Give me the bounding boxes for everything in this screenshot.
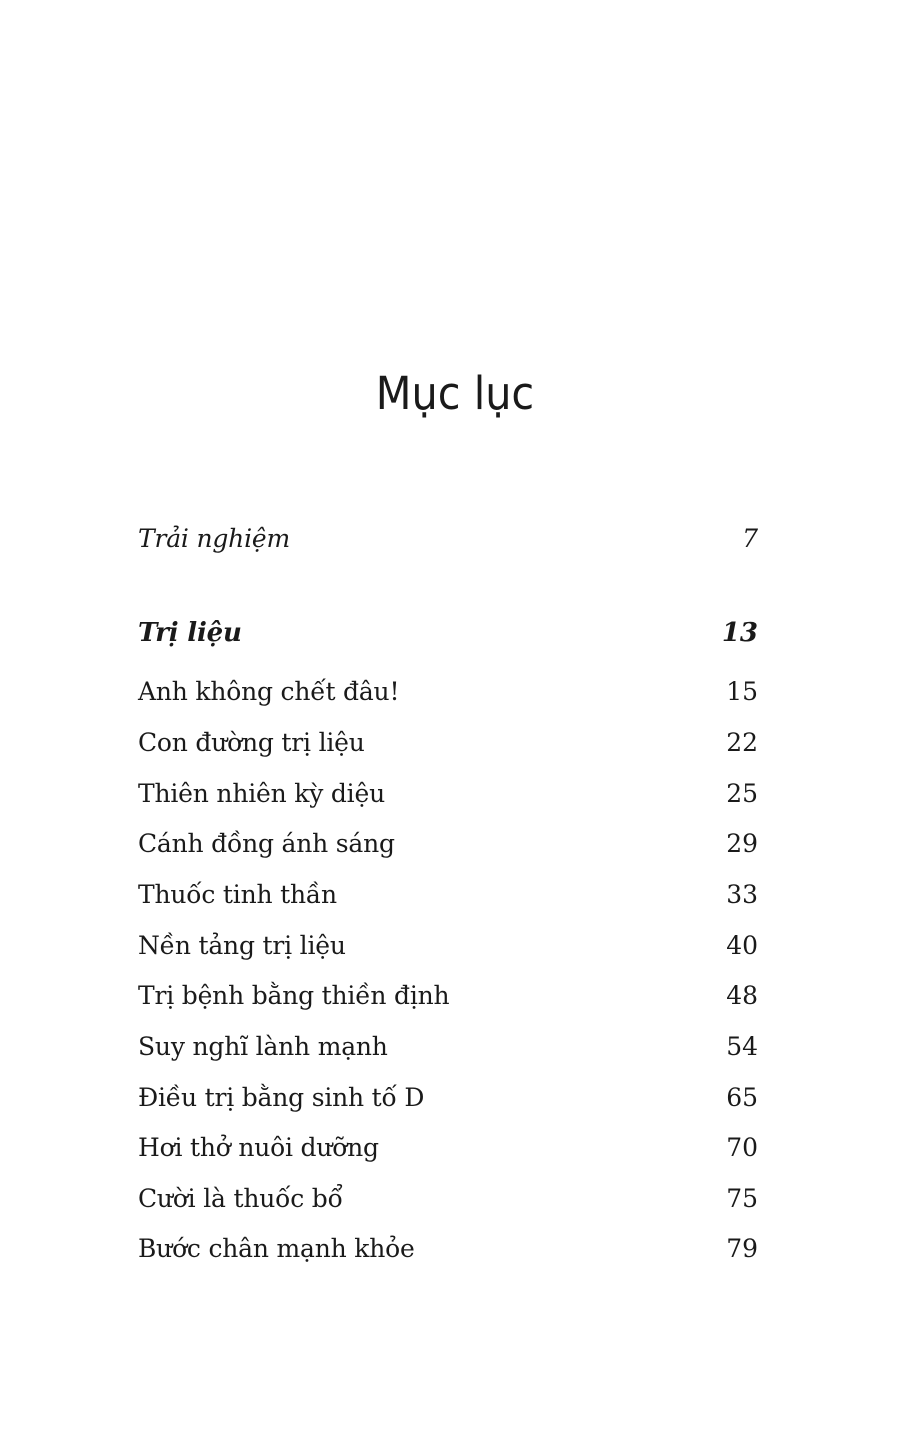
toc-entry-label: Cười là thuốc bổ: [138, 1184, 343, 1213]
toc-entry-page: 40: [726, 931, 758, 960]
toc-entry-label: Hơi thở nuôi dưỡng: [138, 1133, 379, 1162]
toc-entry[interactable]: [138, 878, 758, 912]
toc-entry[interactable]: [138, 1131, 758, 1165]
toc-entry[interactable]: [138, 726, 758, 760]
toc-entry-label: Trải nghiệm: [138, 524, 290, 553]
toc-entry-page: 25: [726, 779, 758, 808]
toc-entry-page: 29: [726, 829, 758, 858]
toc-entry-label: Điều trị bằng sinh tố D: [138, 1083, 425, 1112]
toc-entry-page: 15: [726, 677, 758, 706]
toc-section-page: 13: [721, 618, 758, 648]
toc-entry[interactable]: [138, 1081, 758, 1115]
toc-entry-label: Bước chân mạnh khỏe: [138, 1234, 415, 1263]
toc-entry[interactable]: [138, 1182, 758, 1216]
toc-entry[interactable]: [138, 675, 758, 709]
toc-entry-page: 7: [742, 524, 758, 553]
toc-entry-label: Trị bệnh bằng thiền định: [138, 981, 450, 1010]
toc-entry-page: 65: [726, 1083, 758, 1112]
toc-entry-label: Con đường trị liệu: [138, 728, 365, 757]
toc-entry-page: 70: [726, 1133, 758, 1162]
toc-entry-label: Thuốc tinh thần: [138, 880, 337, 909]
toc-entry-label: Suy nghĩ lành mạnh: [138, 1032, 388, 1061]
toc-section-label: Trị liệu: [138, 618, 242, 648]
toc-entry[interactable]: [138, 979, 758, 1013]
toc-entry-label: Anh không chết đâu!: [138, 677, 400, 706]
toc-entry-label: Cánh đồng ánh sáng: [138, 829, 395, 858]
toc-entry-page: 48: [726, 981, 758, 1010]
toc-entry[interactable]: [138, 777, 758, 811]
toc-entry[interactable]: [138, 1232, 758, 1266]
toc-section-heading[interactable]: [138, 616, 758, 650]
toc-entry-page: 54: [726, 1032, 758, 1061]
toc-entry-page: 33: [726, 880, 758, 909]
toc-entry[interactable]: [138, 827, 758, 861]
toc-entry-label: Thiên nhiên kỳ diệu: [138, 779, 385, 808]
toc-entry-page: 79: [726, 1234, 758, 1263]
toc-entry[interactable]: [138, 1030, 758, 1064]
toc-entry-page: 22: [726, 728, 758, 757]
page-title: Mục lục: [375, 367, 535, 420]
toc-entry-label: Nền tảng trị liệu: [138, 931, 346, 960]
toc-entry-page: 75: [726, 1184, 758, 1213]
toc-entry-intro[interactable]: [138, 522, 758, 556]
toc-entry[interactable]: [138, 929, 758, 963]
